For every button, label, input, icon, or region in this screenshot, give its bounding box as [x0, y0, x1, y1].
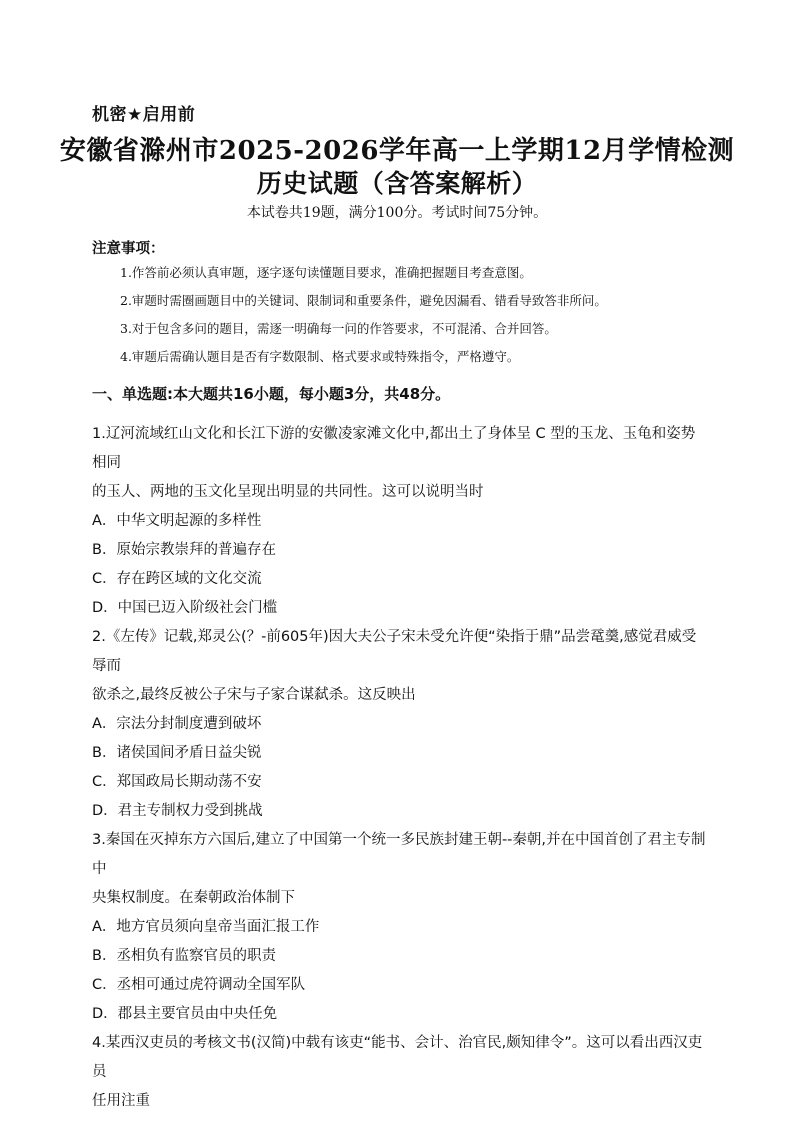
option-c: C．郑国政局长期动荡不安 [92, 774, 262, 790]
notice-list [120, 264, 740, 376]
question-stem: 央集权制度。在秦朝政治体制下 [92, 890, 295, 906]
notice-item: 2.审题时需圈画题目中的关键词、限制词和重要条件，避免因漏看、错看导致答非所问。 [120, 293, 607, 308]
question-stem: 2.《左传》记载,郑灵公(？-前605年)因大夫公子宋未受允许便“染指于鼎”品尝鼋羹,感觉君威受辱而 [92, 629, 697, 674]
option-b: B．丞相负有监察官员的职责 [92, 948, 276, 964]
question-stem: 4.某西汉吏员的考核文书(汉简)中载有该吏“能书、会计、治官民,颇知律令”。这可以看出西汉吏员 [92, 1035, 703, 1080]
option-b: B．诸侯国间矛盾日益尖锐 [92, 745, 262, 761]
notice-item: 3.对于包含多问的题目，需逐一明确每一问的作答要求，不可混淆、合并回答。 [120, 321, 557, 336]
option-c: C．存在跨区域的文化交流 [92, 571, 262, 587]
exam-title-line1: 安徽省滁州市2025-2026学年高一上学期12月学情检测 [59, 136, 735, 166]
question-stem: 任用注重 [92, 1093, 150, 1109]
question-list [92, 420, 707, 1116]
question-stem: 3.秦国在灭掉东方六国后,建立了中国第一个统一多民族封建王朝--秦朝,并在中国首创了君主专制中 [92, 832, 706, 877]
option-a: A．宗法分封制度遭到破坏 [92, 716, 262, 732]
secret-label: 机密★启用前 [92, 105, 196, 125]
option-c: C．丞相可通过虎符调动全国军队 [92, 977, 306, 993]
option-a: A．中华文明起源的多样性 [92, 513, 262, 529]
question-stem: 欲杀之,最终反被公子宋与子家合谋弑杀。这反映出 [92, 687, 416, 703]
question-1 [92, 420, 707, 623]
section-title: 一、单选题:本大题共16小题，每小题3分，共48分。 [92, 385, 451, 403]
option-d: D．郡县主要官员由中央任免 [92, 1006, 278, 1022]
question-4 [92, 1029, 707, 1116]
option-a: A．地方官员须向皇帝当面汇报工作 [92, 919, 320, 935]
question-2 [92, 623, 707, 826]
question-stem: 的玉人、两地的玉文化呈现出明显的共同性。这可以说明当时 [92, 484, 484, 500]
exam-info: 本试卷共19题，满分100分。考试时间75分钟。 [246, 205, 548, 221]
notice-title: 注意事项： [92, 241, 165, 257]
notice-item: 1.作答前必须认真审题，逐字逐句读懂题目要求，准确把握题目考查意图。 [120, 265, 532, 280]
notice-item: 4.审题后需确认题目是否有字数限制、格式要求或特殊指令，严格遵守。 [120, 349, 520, 364]
option-b: B．原始宗教崇拜的普遍存在 [92, 542, 276, 558]
question-3 [92, 826, 707, 1029]
question-stem: 1.辽河流域红山文化和长江下游的安徽凌家滩文化中,都出土了身体呈 C 型的玉龙、玉龟和姿势相同 [92, 426, 696, 471]
exam-title-line2: 历史试题（含答案解析） [256, 169, 538, 198]
option-d: D．君主专制权力受到挑战 [92, 803, 263, 819]
option-d: D．中国已迈入阶级社会门槛 [92, 600, 278, 616]
